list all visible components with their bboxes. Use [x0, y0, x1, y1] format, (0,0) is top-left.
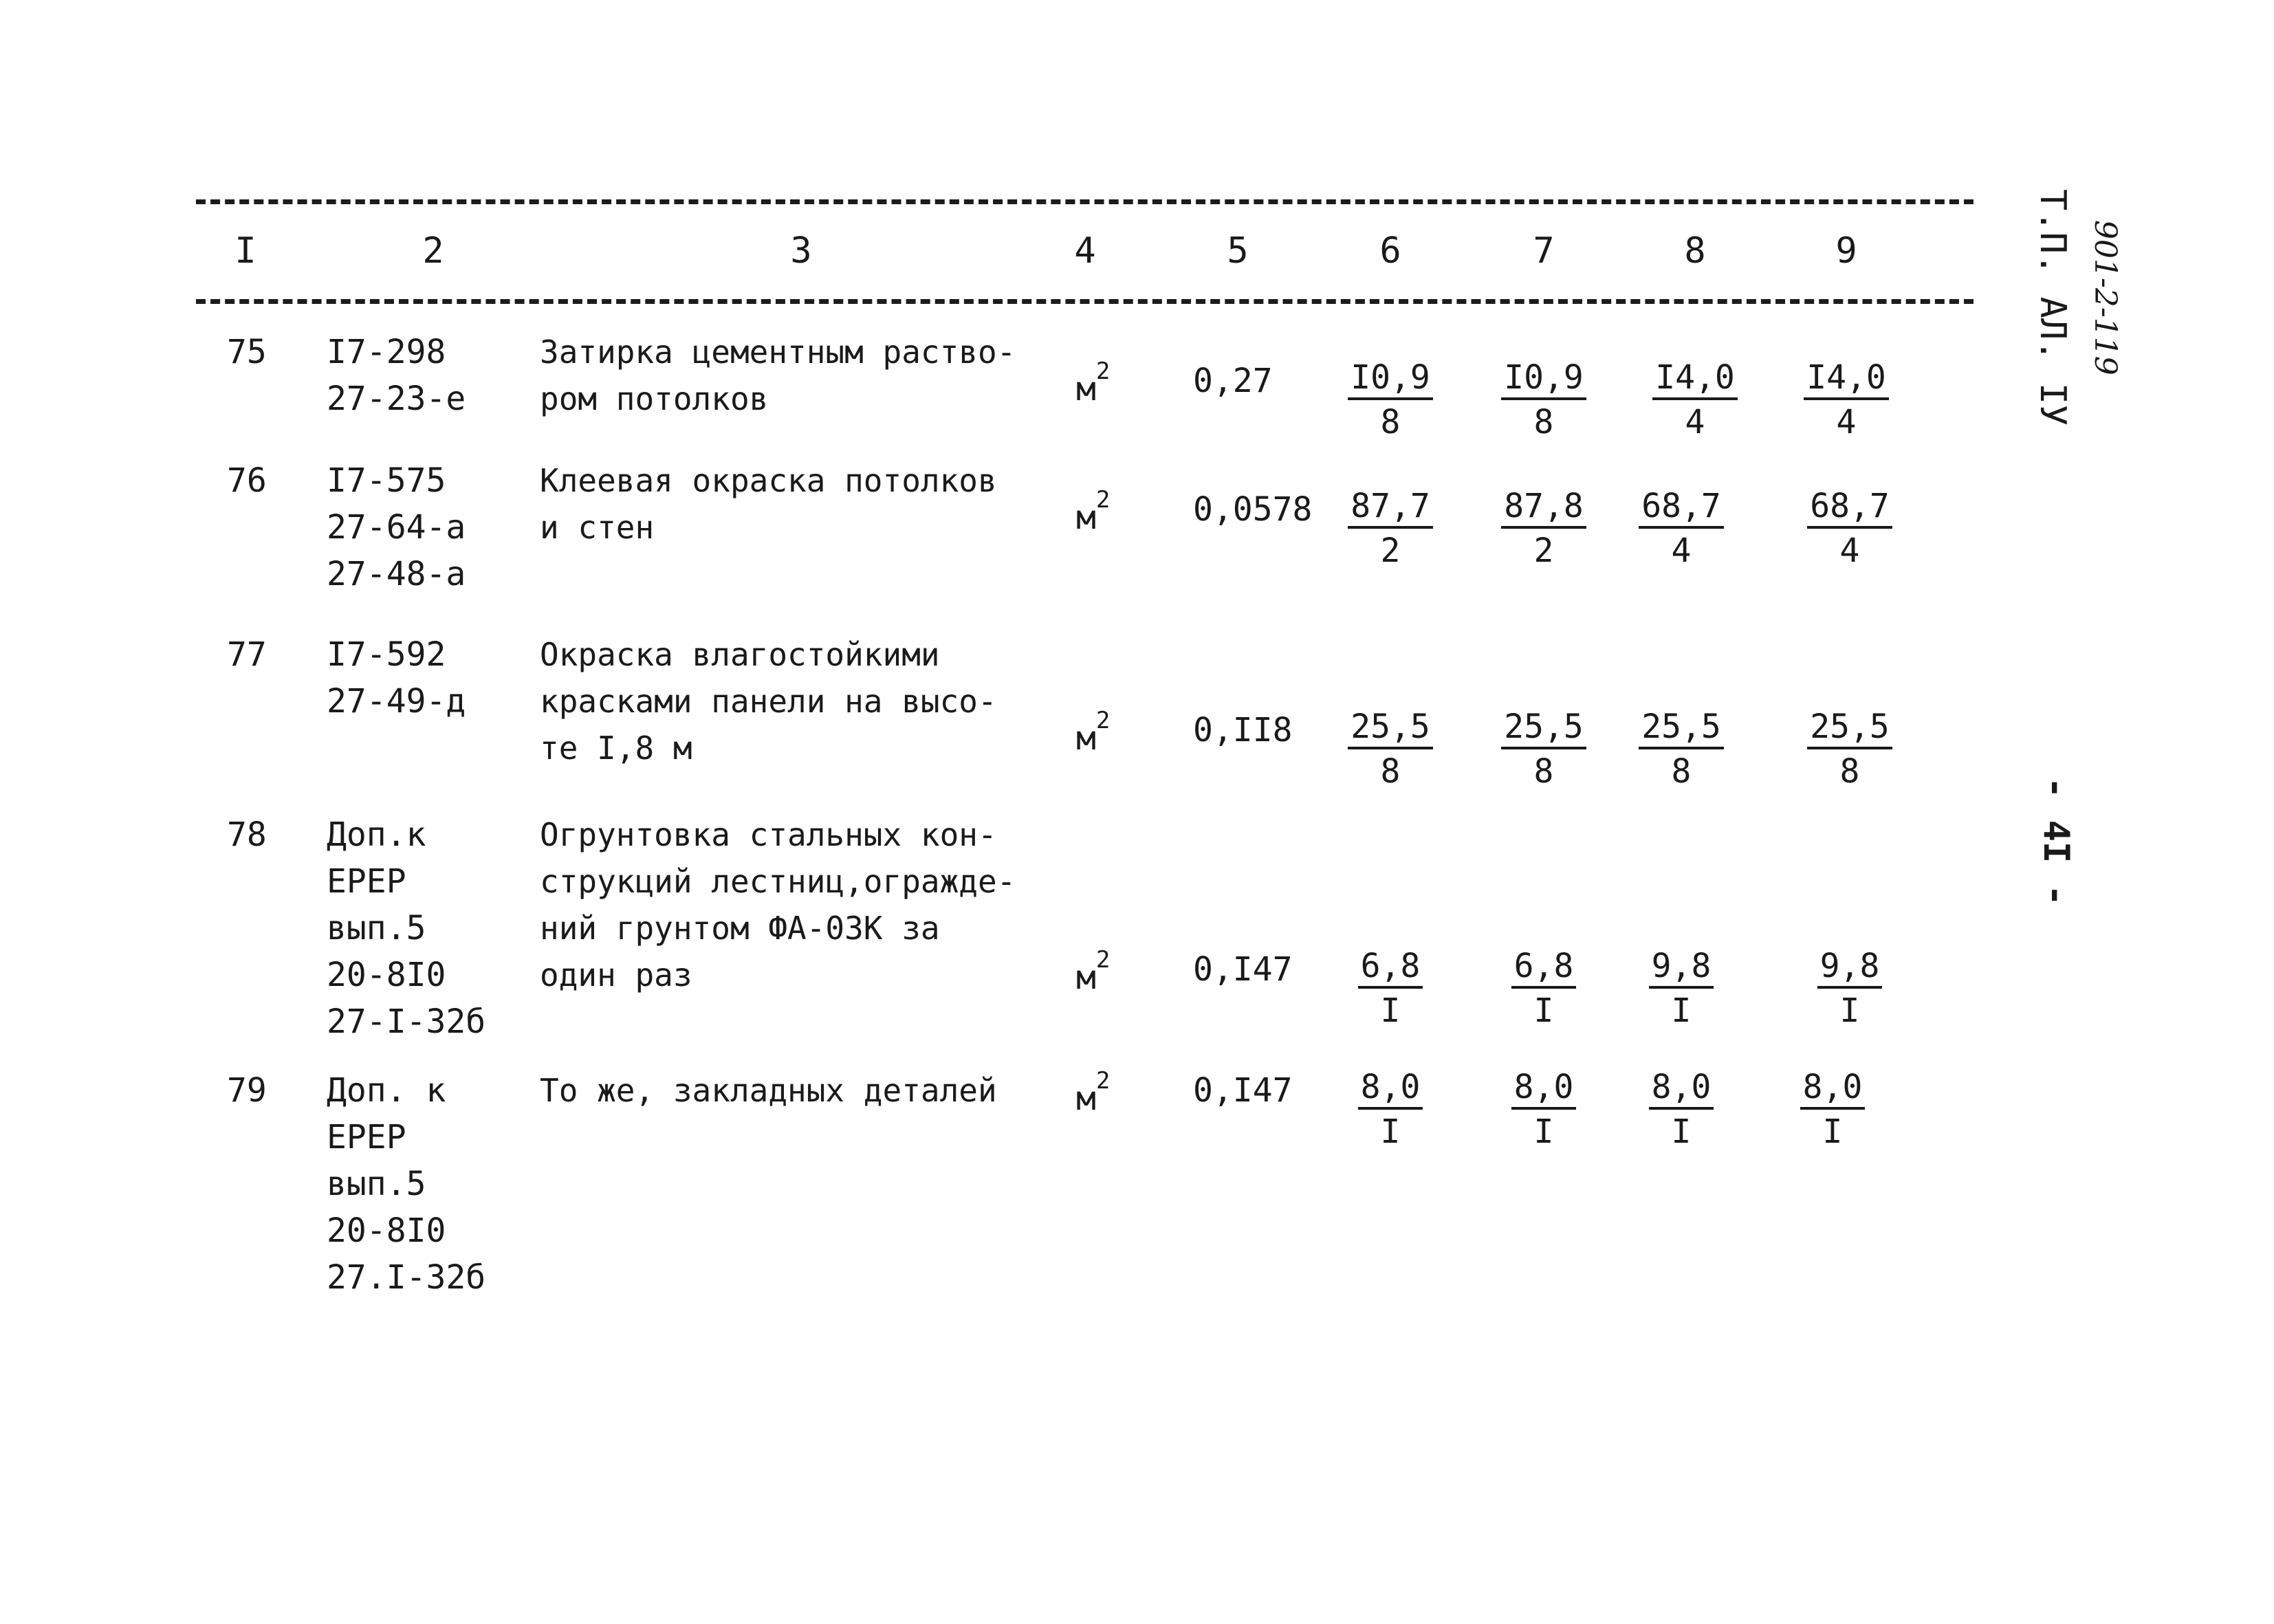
norm-code: Доп.к ЕРЕР вып.5 20-8I0 27-I-32б — [327, 815, 486, 1041]
fraction-col-7 — [1496, 483, 1592, 573]
fraction-denominator: 4 — [1836, 403, 1857, 441]
fraction-numerator: I0,9 — [1501, 358, 1586, 400]
unit: м — [1076, 370, 1096, 408]
norm-code: I7-298 27-23-e — [327, 333, 466, 418]
fraction-denominator: 4 — [1685, 403, 1705, 441]
fraction-numerator: 25,5 — [1639, 707, 1724, 749]
fraction-col-7 — [1496, 1064, 1592, 1154]
fraction-col-7 — [1496, 355, 1592, 444]
unit-exponent: 2 — [1095, 946, 1111, 974]
fraction-denominator: 8 — [1380, 752, 1401, 791]
fraction-numerator: I4,0 — [1652, 358, 1738, 400]
fraction-denominator: 8 — [1839, 752, 1860, 791]
unit-exponent: 2 — [1095, 707, 1111, 734]
norm-code: I7-575 27-64-a 27-48-a — [327, 461, 466, 593]
header-col-8: 8 — [1684, 230, 1706, 272]
row-number: 79 — [227, 1071, 267, 1110]
fraction-denominator: 8 — [1533, 752, 1554, 791]
fraction-denominator: I — [1533, 1112, 1554, 1151]
work-description: Огрунтовка стальных кон- струкций лестниц,огражде- ний грунтом ФА-03К за один раз — [540, 816, 1016, 994]
fraction-numerator: 6,8 — [1358, 946, 1423, 989]
fraction-denominator: 8 — [1671, 752, 1692, 791]
quantity: 0,I47 — [1193, 950, 1293, 989]
fraction-numerator: 8,0 — [1800, 1067, 1866, 1110]
fraction-col-9 — [1802, 483, 1898, 573]
fraction-numerator: 6,8 — [1511, 946, 1577, 989]
header-col-1: I — [234, 230, 256, 272]
norm-code: I7-592 27-49-д — [327, 635, 466, 721]
fraction-numerator: 68,7 — [1639, 486, 1724, 529]
fraction-col-8 — [1633, 704, 1729, 793]
work-description: То же, закладных деталей — [540, 1072, 997, 1109]
header-col-6: 6 — [1379, 230, 1401, 272]
quantity: 0,II8 — [1193, 711, 1293, 749]
row-number: 76 — [227, 461, 267, 500]
fraction-denominator: I — [1533, 991, 1554, 1030]
fraction-col-9 — [1784, 1064, 1881, 1154]
header-col-4: 4 — [1074, 230, 1096, 272]
fraction-numerator: I4,0 — [1804, 358, 1889, 400]
fraction-numerator: 68,7 — [1807, 486, 1892, 529]
fraction-denominator: 8 — [1533, 403, 1554, 441]
header-bottom-rule — [196, 299, 1974, 304]
header-col-5: 5 — [1227, 230, 1249, 272]
fraction-col-9 — [1802, 704, 1898, 793]
unit-cell — [1076, 946, 1110, 1001]
quantity: 0,0578 — [1193, 490, 1313, 529]
fraction-col-8 — [1647, 355, 1743, 444]
fraction-col-8 — [1633, 483, 1729, 573]
fraction-col-7 — [1496, 943, 1592, 1033]
fraction-col-9 — [1802, 943, 1898, 1033]
fraction-col-6 — [1342, 943, 1439, 1033]
work-description: Затирка цементным раство- ром потолков — [540, 333, 1016, 417]
fraction-numerator: 8,0 — [1358, 1067, 1423, 1110]
header-col-3: 3 — [790, 230, 812, 272]
fraction-denominator: I — [1380, 1112, 1401, 1151]
fraction-denominator: I — [1380, 991, 1401, 1030]
fraction-numerator: 9,8 — [1817, 946, 1883, 989]
fraction-col-6 — [1342, 355, 1439, 444]
fraction-col-7 — [1496, 704, 1592, 793]
unit-exponent: 2 — [1095, 358, 1111, 385]
row-number: 78 — [227, 815, 267, 854]
unit: м — [1076, 1079, 1096, 1118]
fraction-numerator: 87,7 — [1348, 486, 1433, 529]
sheet-label: Т.П. АЛ. IУ — [2032, 189, 2073, 426]
unit: м — [1076, 958, 1096, 997]
unit-exponent: 2 — [1095, 486, 1111, 514]
fraction-denominator: I — [1671, 1112, 1692, 1151]
header-col-7: 7 — [1533, 230, 1555, 272]
row-number: 77 — [227, 635, 267, 674]
fraction-denominator: I — [1839, 991, 1860, 1030]
unit: м — [1076, 498, 1096, 537]
unit-cell — [1076, 358, 1110, 413]
work-description: Окраска влагостойкими красками панели на высо- те I,8 м — [540, 636, 997, 767]
fraction-numerator: 8,0 — [1649, 1067, 1714, 1110]
norm-code: Доп. к ЕРЕР вып.5 20-8I0 27.I-32б — [327, 1071, 486, 1297]
fraction-col-6 — [1342, 704, 1439, 793]
quantity: 0,I47 — [1193, 1071, 1293, 1110]
work-description: Клеевая окраска потолков и стен — [540, 462, 997, 546]
page-number: - 4I - — [2035, 777, 2077, 906]
fraction-numerator: 25,5 — [1501, 707, 1586, 749]
fraction-col-6 — [1342, 483, 1439, 573]
quantity: 0,27 — [1193, 362, 1273, 400]
unit-cell — [1076, 1067, 1110, 1122]
fraction-col-6 — [1342, 1064, 1439, 1154]
fraction-numerator: 87,8 — [1501, 486, 1586, 529]
unit: м — [1076, 719, 1096, 758]
fraction-denominator: 8 — [1380, 403, 1401, 441]
fraction-numerator: 9,8 — [1649, 946, 1714, 989]
row-number: 75 — [227, 333, 267, 371]
fraction-col-9 — [1798, 355, 1894, 444]
fraction-numerator: 8,0 — [1511, 1067, 1577, 1110]
header-col-9: 9 — [1835, 230, 1857, 272]
fraction-col-8 — [1633, 1064, 1729, 1154]
fraction-numerator: 25,5 — [1807, 707, 1892, 749]
fraction-numerator: 25,5 — [1348, 707, 1433, 749]
fraction-denominator: 2 — [1380, 531, 1401, 570]
fraction-col-8 — [1633, 943, 1729, 1033]
fraction-denominator: 2 — [1533, 531, 1554, 570]
unit-exponent: 2 — [1095, 1067, 1111, 1095]
fraction-denominator: I — [1671, 991, 1692, 1030]
project-code: 901-2-119 — [2088, 220, 2123, 375]
fraction-denominator: 4 — [1671, 531, 1692, 570]
header-col-2: 2 — [422, 230, 444, 272]
fraction-denominator: 4 — [1839, 531, 1860, 570]
header-top-rule — [196, 199, 1974, 204]
unit-cell — [1076, 707, 1110, 762]
fraction-numerator: I0,9 — [1348, 358, 1433, 400]
unit-cell — [1076, 486, 1110, 541]
fraction-denominator: I — [1822, 1112, 1843, 1151]
